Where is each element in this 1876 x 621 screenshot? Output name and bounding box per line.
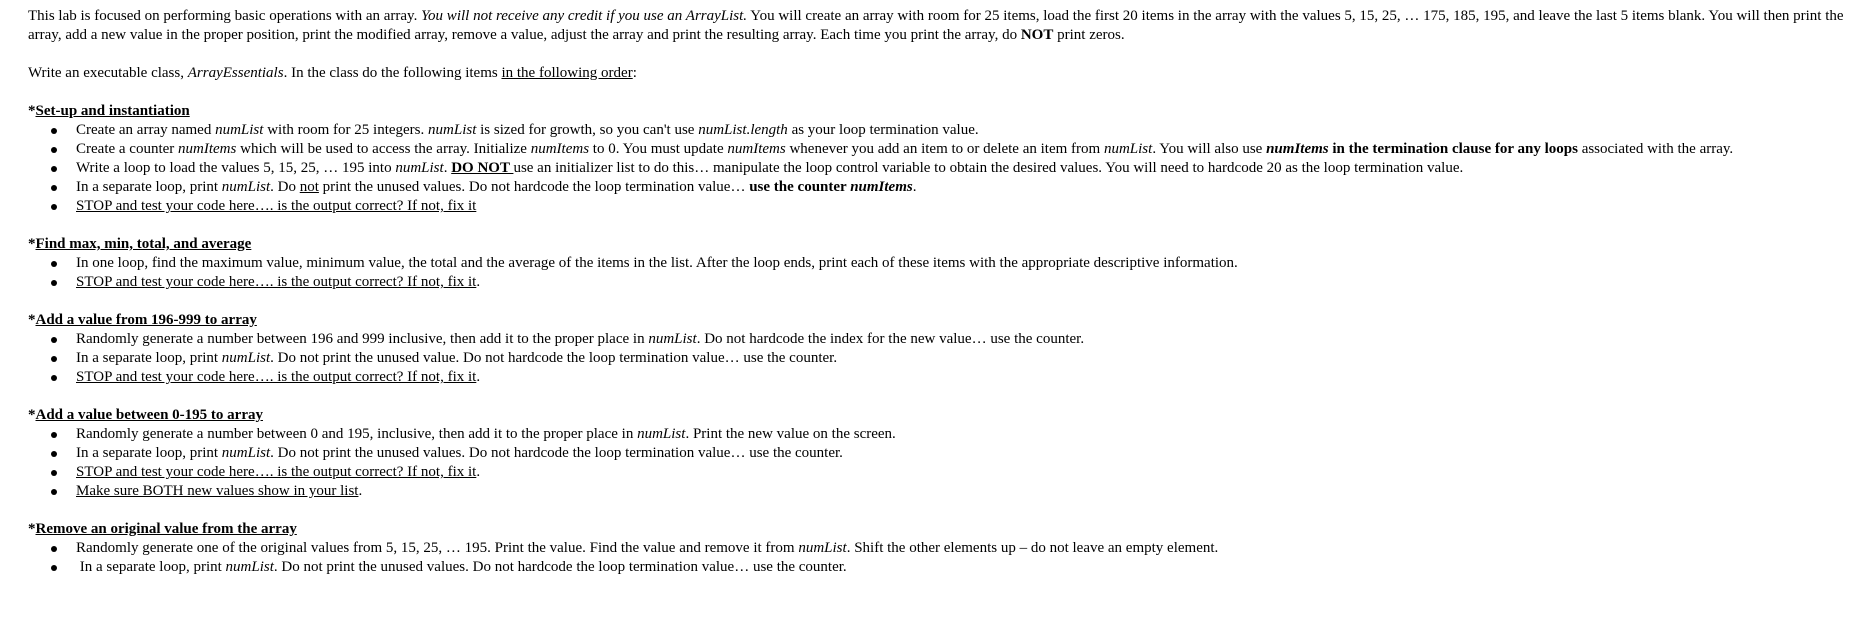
bullet-icon (51, 204, 57, 210)
text: associated with the array. (1577, 141, 1734, 157)
variable-name: numList (428, 122, 477, 138)
variable-name: numList (637, 426, 686, 442)
write-text: . In the class do the following items (283, 65, 502, 81)
list-item (28, 463, 1868, 482)
variable-name: numList (648, 331, 697, 347)
intro-text: print zeros. (1053, 27, 1125, 43)
intro-text: You will create an array with room for 25 items, load the first 20 items in the array with the values 5, 15, 25, … 175, 185, 195, and leave the last 5 items blank. You will then print the array, add a new value in the proper position, print the modified array, remove a value, adjust the array and print the resulting array. Each time you print the array, do (28, 8, 1844, 43)
bullet-icon (51, 261, 57, 267)
variable-name: numList.length (698, 122, 788, 138)
section-remove-value (28, 520, 1868, 577)
stop-and-test: STOP and test your code here…. is the output correct? If not, fix it (76, 198, 477, 214)
section-setup (28, 102, 1868, 216)
list-item (28, 368, 1868, 387)
text: whenever you add an item to or delete an item from (785, 141, 1104, 157)
variable-name: numList (215, 122, 264, 138)
text: . Do (270, 179, 300, 195)
bullet-icon (51, 147, 57, 153)
do-not-emphasis: DO NOT (451, 160, 514, 176)
section-find-stats (28, 235, 1868, 292)
text: is sized for growth, so you can't use (476, 122, 699, 138)
text: Randomly generate one of the original values from 5, 15, 25, … 195. Print the value. Find the value and remove it from (76, 540, 799, 556)
heading-star: * (28, 521, 36, 537)
variable-name: numList (1103, 141, 1153, 157)
bullet-icon (51, 356, 57, 362)
section-add-low-value (28, 406, 1868, 501)
bullet-icon (51, 451, 57, 457)
write-text: : (632, 65, 637, 81)
intro-paragraph (28, 7, 1868, 45)
text: Create an array named (76, 122, 216, 138)
text: . (358, 483, 363, 499)
heading-title: Add a value between 0-195 to array (35, 407, 263, 423)
text: In one loop, find the maximum value, minimum value, the total and the average of the items in the list. After the loop ends, print each of these items with the appropriate descriptive information. (76, 255, 1238, 271)
bullet-list (28, 254, 1868, 292)
bullet-icon (51, 546, 57, 552)
text: In a separate loop, print (76, 559, 226, 575)
list-item (28, 254, 1868, 273)
both-values-note: Make sure BOTH new values show in your list (76, 483, 359, 499)
list-item (28, 140, 1868, 159)
variable-name: numList (221, 350, 271, 366)
list-item (28, 330, 1868, 349)
text: . Do not print the unused value. Do not hardcode the loop termination value… use the counter. (270, 350, 838, 366)
bullet-icon (51, 432, 57, 438)
variable-name: numItems (530, 141, 590, 157)
text: as your loop termination value. (787, 122, 979, 138)
text: . Shift the other elements up – do not leave an empty element. (846, 540, 1219, 556)
text: . Do not print the unused values. Do not hardcode the loop termination value… use the counter. (273, 559, 847, 575)
bullet-icon (51, 166, 57, 172)
list-item (28, 539, 1868, 558)
section-heading (28, 235, 1868, 254)
intro-not-emphasis: NOT (1020, 27, 1054, 43)
bullet-list (28, 330, 1868, 387)
text: Create a counter (76, 141, 179, 157)
heading-title: Add a value from 196-999 to array (35, 312, 257, 328)
text: In a separate loop, print (76, 350, 222, 366)
not-emphasis: not (299, 179, 319, 195)
text: Randomly generate a number between 196 and 999 inclusive, then add it to the proper place in (76, 331, 649, 347)
variable-name: numList (221, 445, 271, 461)
variable-name: numItems (850, 179, 913, 195)
text: Write a loop to load the values 5, 15, 25, … 195 into (76, 160, 396, 176)
bullet-icon (51, 565, 57, 571)
heading-title: Set-up and instantiation (35, 103, 190, 119)
text: In a separate loop, print (76, 179, 222, 195)
bullet-list (28, 121, 1868, 216)
stop-and-test: STOP and test your code here…. is the output correct? If not, fix it (76, 464, 477, 480)
variable-name: numItems (1266, 141, 1329, 157)
list-item (28, 159, 1868, 178)
heading-title: Remove an original value from the array (35, 521, 297, 537)
text: . (476, 464, 481, 480)
heading-star: * (28, 103, 36, 119)
bold-text: in the termination clause for any loops (1328, 141, 1578, 157)
stop-and-test: STOP and test your code here…. is the output correct? If not, fix it (76, 369, 477, 385)
text: In a separate loop, print (76, 445, 222, 461)
list-item (28, 349, 1868, 368)
list-item (28, 482, 1868, 501)
list-item (28, 121, 1868, 140)
intro-text: This lab is focused on performing basic operations with an array. (28, 8, 422, 24)
variable-name: numItems (178, 141, 237, 157)
text: . (912, 179, 917, 195)
bullet-icon (51, 337, 57, 343)
write-class-paragraph (28, 64, 1868, 83)
bullet-icon (51, 489, 57, 495)
bullet-list (28, 425, 1868, 501)
text: with room for 25 integers. (263, 122, 429, 138)
text: . Print the new value on the screen. (685, 426, 896, 442)
variable-name: numList (221, 179, 271, 195)
bullet-list (28, 539, 1868, 577)
list-item (28, 558, 1868, 577)
stop-and-test: STOP and test your code here…. is the output correct? If not, fix it (76, 274, 477, 290)
text: . Do not print the unused values. Do not hardcode the loop termination value… use the counter. (270, 445, 843, 461)
bullet-icon (51, 128, 57, 134)
bullet-icon (51, 280, 57, 286)
text: print the unused values. Do not hardcode the loop termination value… (318, 179, 750, 195)
section-heading (28, 406, 1868, 425)
heading-star: * (28, 236, 36, 252)
list-item (28, 178, 1868, 197)
intro-arraylist-warning: You will not receive any credit if you use an ArrayList. (421, 8, 748, 24)
text: which will be used to access the array. Initialize (236, 141, 531, 157)
text: . Do not hardcode the index for the new value… use the counter. (696, 331, 1085, 347)
order-emphasis: in the following order (501, 65, 633, 81)
bold-text: use the counter (749, 179, 851, 195)
bullet-icon (51, 470, 57, 476)
bullet-icon (51, 375, 57, 381)
class-name: ArrayEssentials (187, 65, 284, 81)
text: . (476, 369, 481, 385)
section-add-high-value (28, 311, 1868, 387)
variable-name: numItems (727, 141, 786, 157)
heading-star: * (28, 312, 36, 328)
bullet-icon (51, 185, 57, 191)
section-heading (28, 102, 1868, 121)
list-item (28, 197, 1868, 216)
text: . You will also use (1152, 141, 1267, 157)
list-item (28, 273, 1868, 292)
write-text: Write an executable class, (28, 65, 188, 81)
text: . (476, 274, 481, 290)
text: to 0. You must update (589, 141, 728, 157)
heading-title: Find max, min, total, and average (35, 236, 252, 252)
list-item (28, 425, 1868, 444)
document-body (28, 7, 1868, 596)
text: Randomly generate a number between 0 and 195, inclusive, then add it to the proper place in (76, 426, 638, 442)
section-heading (28, 311, 1868, 330)
variable-name: numList (225, 559, 274, 575)
text: use an initializer list to do this… manipulate the loop control variable to obtain the desired values. You will need to hardcode 20 as the loop termination value. (513, 160, 1464, 176)
list-item (28, 444, 1868, 463)
variable-name: numList (798, 540, 847, 556)
variable-name: numList (395, 160, 444, 176)
text: . (443, 160, 452, 176)
heading-star: * (28, 407, 36, 423)
section-heading (28, 520, 1868, 539)
